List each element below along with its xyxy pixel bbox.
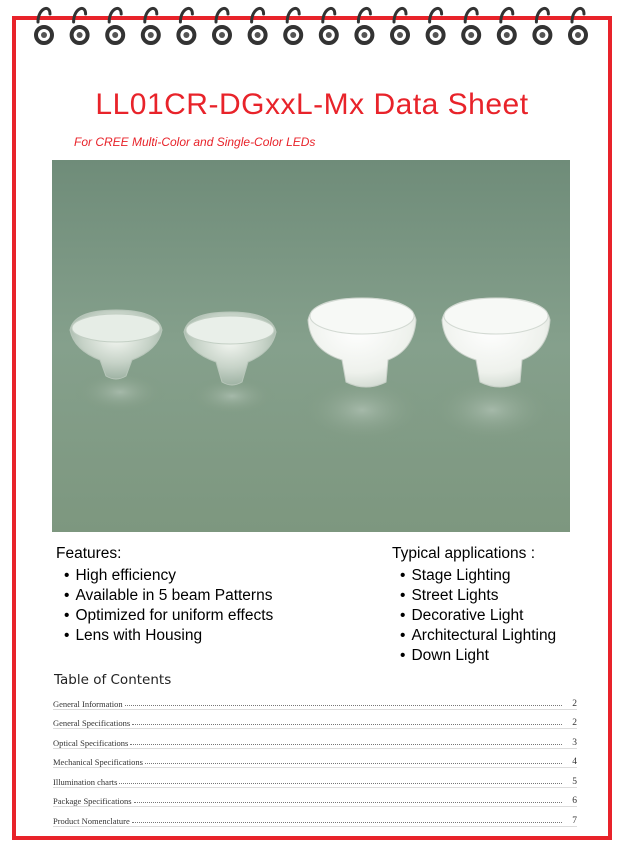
binding-ring-icon <box>356 8 372 43</box>
binding-ring-icon <box>463 8 479 43</box>
product-photo <box>52 160 570 532</box>
toc-entry-optical-specifications[interactable]: Optical Specifications 3 <box>53 729 577 749</box>
page-subtitle: For CREE Multi-Color and Single-Color LEDs <box>74 135 316 149</box>
binding-ring-icon <box>36 8 52 43</box>
binding-ring-icon <box>499 8 515 43</box>
features-heading: Features: <box>56 545 122 562</box>
list-item: • Street Lights <box>400 587 499 604</box>
binding-ring-icon <box>570 8 586 43</box>
binding-ring-icon <box>107 8 123 43</box>
applications-heading: Typical applications : <box>392 545 536 562</box>
applications-section <box>392 545 556 666</box>
toc-entry-product-nomenclature[interactable]: Product Nomenclature 7 <box>53 807 577 827</box>
toc-entry-general-information[interactable]: General Information 2 <box>53 690 577 710</box>
binding-ring-icon <box>285 8 301 43</box>
toc-entry-general-specifications[interactable]: General Specifications 2 <box>53 710 577 730</box>
binding-ring-icon <box>72 8 88 43</box>
list-item: • Lens with Housing <box>64 627 203 644</box>
binding-ring-icon <box>428 8 444 43</box>
binding-ring-icon <box>392 8 408 43</box>
toc-entry-illumination-charts[interactable]: Illumination charts 5 <box>53 768 577 788</box>
toc-title: Table of Contents <box>54 672 172 688</box>
list-item: • Down Light <box>400 647 489 664</box>
binding-ring-icon <box>534 8 550 43</box>
list-item: • Architectural Lighting <box>400 627 557 644</box>
lens-photo-image <box>52 160 570 532</box>
list-item: • High efficiency <box>64 567 176 584</box>
toc-entry-package-specifications[interactable]: Package Specifications 6 <box>53 788 577 808</box>
binding-ring-icon <box>214 8 230 43</box>
list-item: • Decorative Light <box>400 607 524 624</box>
list-item: • Stage Lighting <box>400 567 511 584</box>
spiral-binding <box>0 0 624 60</box>
features-section <box>56 545 273 646</box>
page-title: LL01CR-DGxxL-Mx Data Sheet <box>95 88 529 121</box>
binding-ring-icon <box>321 8 337 43</box>
list-item: • Optimized for uniform effects <box>64 607 274 624</box>
spiral-rings-icon <box>0 0 624 60</box>
binding-ring-icon <box>143 8 159 43</box>
table-of-contents <box>53 690 577 827</box>
binding-ring-icon <box>178 8 194 43</box>
list-item: • Available in 5 beam Patterns <box>64 587 273 604</box>
binding-ring-icon <box>250 8 266 43</box>
toc-entry-mechanical-specifications[interactable]: Mechanical Specifications 4 <box>53 749 577 769</box>
